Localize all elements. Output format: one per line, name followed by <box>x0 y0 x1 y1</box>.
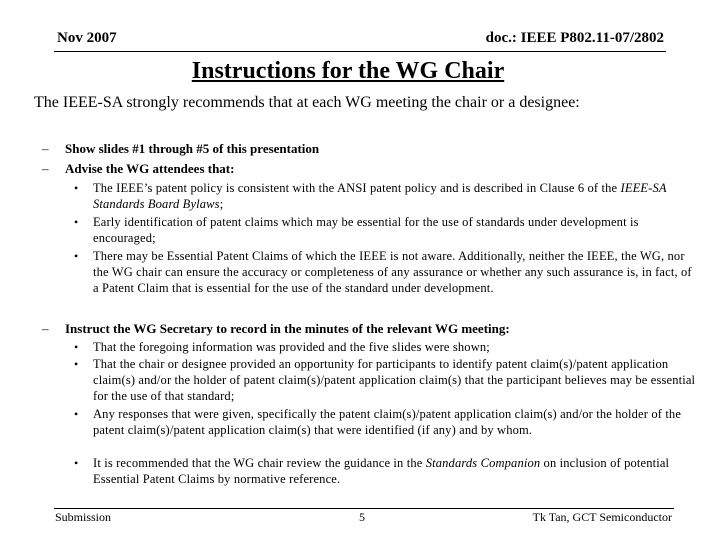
page-number: 5 <box>359 510 365 524</box>
sub-item-patent-policy <box>93 180 698 212</box>
sub-item-essential-claims: There may be Essential Patent Claims of which the IEEE is not aware. Additionally, neither the IEEE, the WG, nor the WG chair can ensure the accuracy or completeness of any assurance or whether any such assurance is, in fact, of a Patent Claim that is essential for the use of the standard under development. <box>93 249 692 296</box>
sub-item-recommendation <box>93 455 698 487</box>
list-dash: – <box>42 161 49 176</box>
sub-item-text: The IEEE’s patent policy is consistent with the ANSI patent policy and is described in Clause 6 of the <box>93 181 621 195</box>
sub-item-text: ; <box>219 197 224 212</box>
bullet: • <box>74 181 79 195</box>
bullet: • <box>74 215 79 229</box>
bullet: • <box>74 249 79 263</box>
standards-companion-ref: Standards Companion <box>425 456 541 470</box>
sub-item-text: on inclusion of potential Essential Patent Claims by normative reference. <box>93 456 670 487</box>
footer-author: Tk Tan, GCT Semiconductor <box>532 510 672 524</box>
list-item-show-slides: Show slides #1 through #5 of this presentation <box>65 141 320 156</box>
footer-rule <box>54 508 674 509</box>
bullet: • <box>74 340 79 354</box>
header-doc-id: doc.: IEEE P802.11-07/2802 <box>485 30 664 46</box>
sub-item-early-identification: Early identification of patent claims which may be essential for the use of standards under development is encouraged; <box>93 215 639 246</box>
list-dash: – <box>42 321 49 336</box>
slide-title: Instructions for the WG Chair <box>191 58 505 84</box>
header-date: Nov 2007 <box>57 30 117 46</box>
list-dash: – <box>42 141 49 156</box>
footer-submission: Submission <box>55 510 112 524</box>
sub-item-text: It is recommended that the WG chair review the guidance in the <box>93 456 426 470</box>
bullet: • <box>74 407 79 421</box>
list-item-advise: Advise the WG attendees that: <box>65 161 235 176</box>
bullet: • <box>74 456 79 470</box>
sub-item-opportunity: That the chair or designee provided an opportunity for participants to identify patent claim(s)/patent application claim(s) and/or the holder of patent claim(s)/patent application claim(s) that the participant believes may be essential for the use of that standard; <box>93 357 696 404</box>
sub-item-info-provided: That the foregoing information was provided and the five slides were shown; <box>93 340 490 354</box>
bylaws-ref: IEEE-SA Standards Board Bylaws <box>93 181 667 212</box>
intro-paragraph: The IEEE-SA strongly recommends that at each WG meeting the chair or a designee: <box>34 94 580 111</box>
sub-item-responses: Any responses that were given, specifically the patent claim(s)/patent application claim(s) and/or the holder of the patent claim(s)/patent application claim(s) that were identified (if any) and by whom. <box>93 407 682 438</box>
list-item-instruct-secretary: Instruct the WG Secretary to record in the minutes of the relevant WG meeting: <box>65 321 510 336</box>
bullet: • <box>74 357 79 371</box>
header-rule <box>54 51 666 52</box>
